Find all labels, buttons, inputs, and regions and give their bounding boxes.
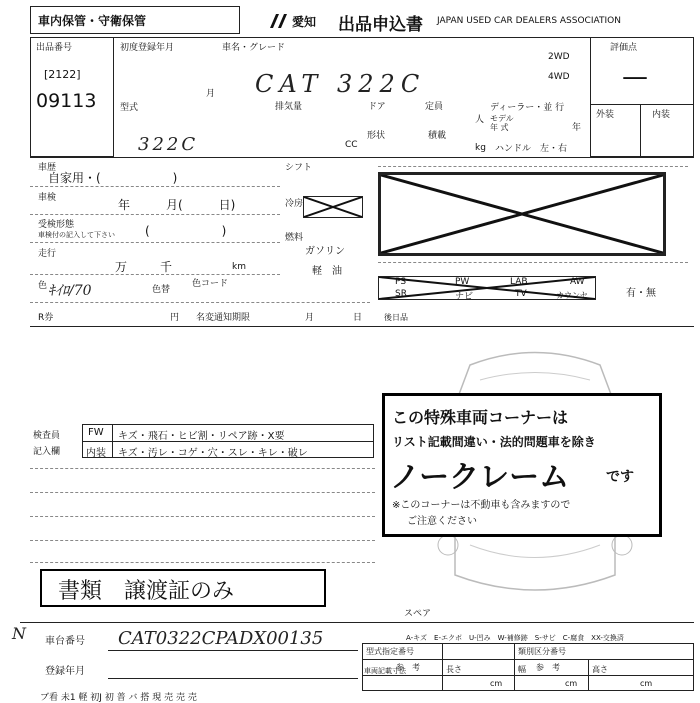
cooling-box — [303, 196, 363, 218]
month-label: 月 — [206, 89, 216, 99]
lot-label: 出品番号 — [36, 43, 73, 53]
length-label: 長さ — [446, 665, 462, 674]
name-change-day: 日 — [353, 313, 363, 323]
cutoff-row: ブ看 未1 軽 初J 初 普 バ 搭 現 売 売 売 — [40, 693, 197, 703]
notice-line3: ノークレーム — [390, 460, 570, 495]
yen-label: 円 — [170, 313, 180, 323]
documents-text: 書類 譲渡証のみ — [58, 579, 235, 604]
equip-lab: LAB — [510, 277, 528, 287]
damage-legend: A-キズ E-エクボ U-凹み W-補修跡 S-サビ C-腐食 XX-交換済 — [406, 634, 624, 642]
height-unit: cm — [640, 679, 653, 688]
inspection-label: 車検 — [38, 193, 57, 203]
notice-line4: ※このコーナーは不動車も含みますので — [392, 500, 571, 511]
notice-line2: リスト記載間違い・法的問題車を除き — [392, 435, 596, 449]
shift-label: シフト — [285, 163, 313, 173]
lot-number: 09113 — [36, 90, 97, 112]
equip-tv: TV — [515, 289, 527, 299]
year-label: 年 — [572, 123, 582, 133]
model-label: 型式 — [120, 103, 139, 113]
grade-box — [590, 37, 694, 157]
aichi-logo-icon — [268, 12, 290, 30]
reg-date-label: 登録年月 — [45, 666, 85, 677]
notice-line3-suffix: です — [606, 469, 634, 485]
doors-label: ドア — [368, 102, 386, 112]
name-change-label: 名変通知期限 — [196, 313, 251, 323]
equip-counter: カウンセ — [556, 291, 588, 300]
drive-4wd: 4WD — [548, 72, 570, 82]
form-title: 出品申込書 — [338, 15, 423, 35]
interior-check-label: 内装 — [86, 448, 106, 459]
model-year-label: モデル 年 式 — [490, 114, 514, 132]
inspection-dates: 年 月( 日) — [118, 198, 236, 212]
grade-label: 評価点 — [610, 43, 638, 53]
color-label: 色 — [38, 281, 48, 291]
model-designation-label: 型式指定番号 — [366, 647, 414, 656]
handwritten-mark: N — [12, 624, 26, 643]
name-change-month: 月 — [305, 313, 315, 323]
handle-label: ハンドル 左・右 — [495, 144, 568, 154]
shape-label: 形状 — [367, 131, 386, 141]
aftermarket-label: 後日品 — [384, 313, 408, 322]
history-value: 自家用・( ) — [48, 171, 178, 185]
handwritten-car-name: CAT 322C — [255, 70, 426, 98]
equip-ps: PS — [395, 277, 407, 287]
ref-label-1: 参 考 — [396, 663, 420, 672]
dims-label: 車両記載寸法 — [364, 667, 406, 675]
fuel-label: 燃料 — [285, 233, 304, 243]
inspector-label1: 検査員 — [33, 431, 61, 441]
mileage-man: 万 — [115, 260, 128, 274]
history-label: 車歴 — [38, 163, 57, 173]
notice-line1: この特殊車両コーナーは — [392, 408, 569, 427]
length-unit: cm — [490, 679, 503, 688]
equip-pw: PW — [455, 277, 470, 287]
handwritten-color: ｷｲﾛ/70 — [48, 283, 92, 299]
equip-sr: SR — [395, 289, 407, 299]
color-change-label: 色替 — [152, 285, 171, 295]
dealer-label: ディーラー・並 行 — [490, 103, 565, 113]
inspector-label2: 記入欄 — [33, 447, 61, 457]
equip-aw: AW — [570, 277, 585, 287]
aftermarket-yesno: 有・無 — [626, 288, 656, 299]
width-label: 幅 — [518, 665, 526, 674]
interior-label: 内装 — [652, 110, 671, 120]
notice-line5: ご注意ください — [407, 516, 477, 527]
first-reg-label: 初度登録年月 — [120, 43, 175, 53]
handwritten-model: 322C — [138, 134, 199, 155]
drive-2wd: 2WD — [548, 52, 570, 62]
spare-label: スペア — [404, 609, 432, 619]
kg-label: kg — [475, 143, 486, 153]
capacity-label: 定員 — [425, 102, 444, 112]
light-oil-option: 軽 油 — [312, 266, 342, 277]
width-unit: cm — [565, 679, 578, 688]
r-ken-label: R券 — [38, 313, 54, 323]
mileage-km: km — [232, 262, 246, 272]
height-label: 高さ — [592, 665, 608, 674]
gasoline-option: ガソリン — [305, 246, 345, 257]
chassis-label: 車台番号 — [45, 636, 85, 647]
association-name: JAPAN USED CAR DEALERS ASSOCIATION — [437, 16, 621, 26]
class-number-label: 類別区分番号 — [518, 647, 566, 656]
fw-label: FW — [88, 427, 104, 438]
crossed-out-box — [378, 172, 666, 256]
mileage-label: 走行 — [38, 249, 57, 259]
interior-options: キズ・汚レ・コゲ・穴・スレ・キレ・破レ — [118, 448, 308, 459]
displacement-label: 排気量 — [275, 102, 303, 112]
cc-label: CC — [345, 140, 358, 150]
equip-navi: ナビ — [455, 292, 474, 302]
load-label: 積載 — [428, 131, 447, 141]
car-name-label: 車名・グレード — [222, 43, 286, 53]
receipt-paren: ( ) — [145, 224, 227, 238]
cooling-label: 冷房 — [285, 199, 304, 209]
logo-text: 愛知 — [292, 15, 317, 29]
lot-code: [2122] — [44, 68, 81, 81]
persons-label: 人 — [475, 115, 485, 125]
chassis-number: CAT0322CPADX00135 — [118, 628, 324, 649]
ref-label-2: 参 考 — [536, 663, 560, 672]
color-code-label: 色コード — [192, 279, 229, 289]
grade-value: — — [622, 62, 648, 92]
receipt-note: 車検付の記入して下さい — [38, 231, 115, 239]
storage-label: 車内保管・守衛保管 — [38, 14, 147, 28]
fw-options: キズ・飛石・ヒビ割・リペア跡・X要 — [118, 431, 285, 442]
exterior-label: 外装 — [596, 110, 615, 120]
mileage-sen: 千 — [160, 260, 173, 274]
receipt-label: 受検形態 — [38, 220, 75, 230]
